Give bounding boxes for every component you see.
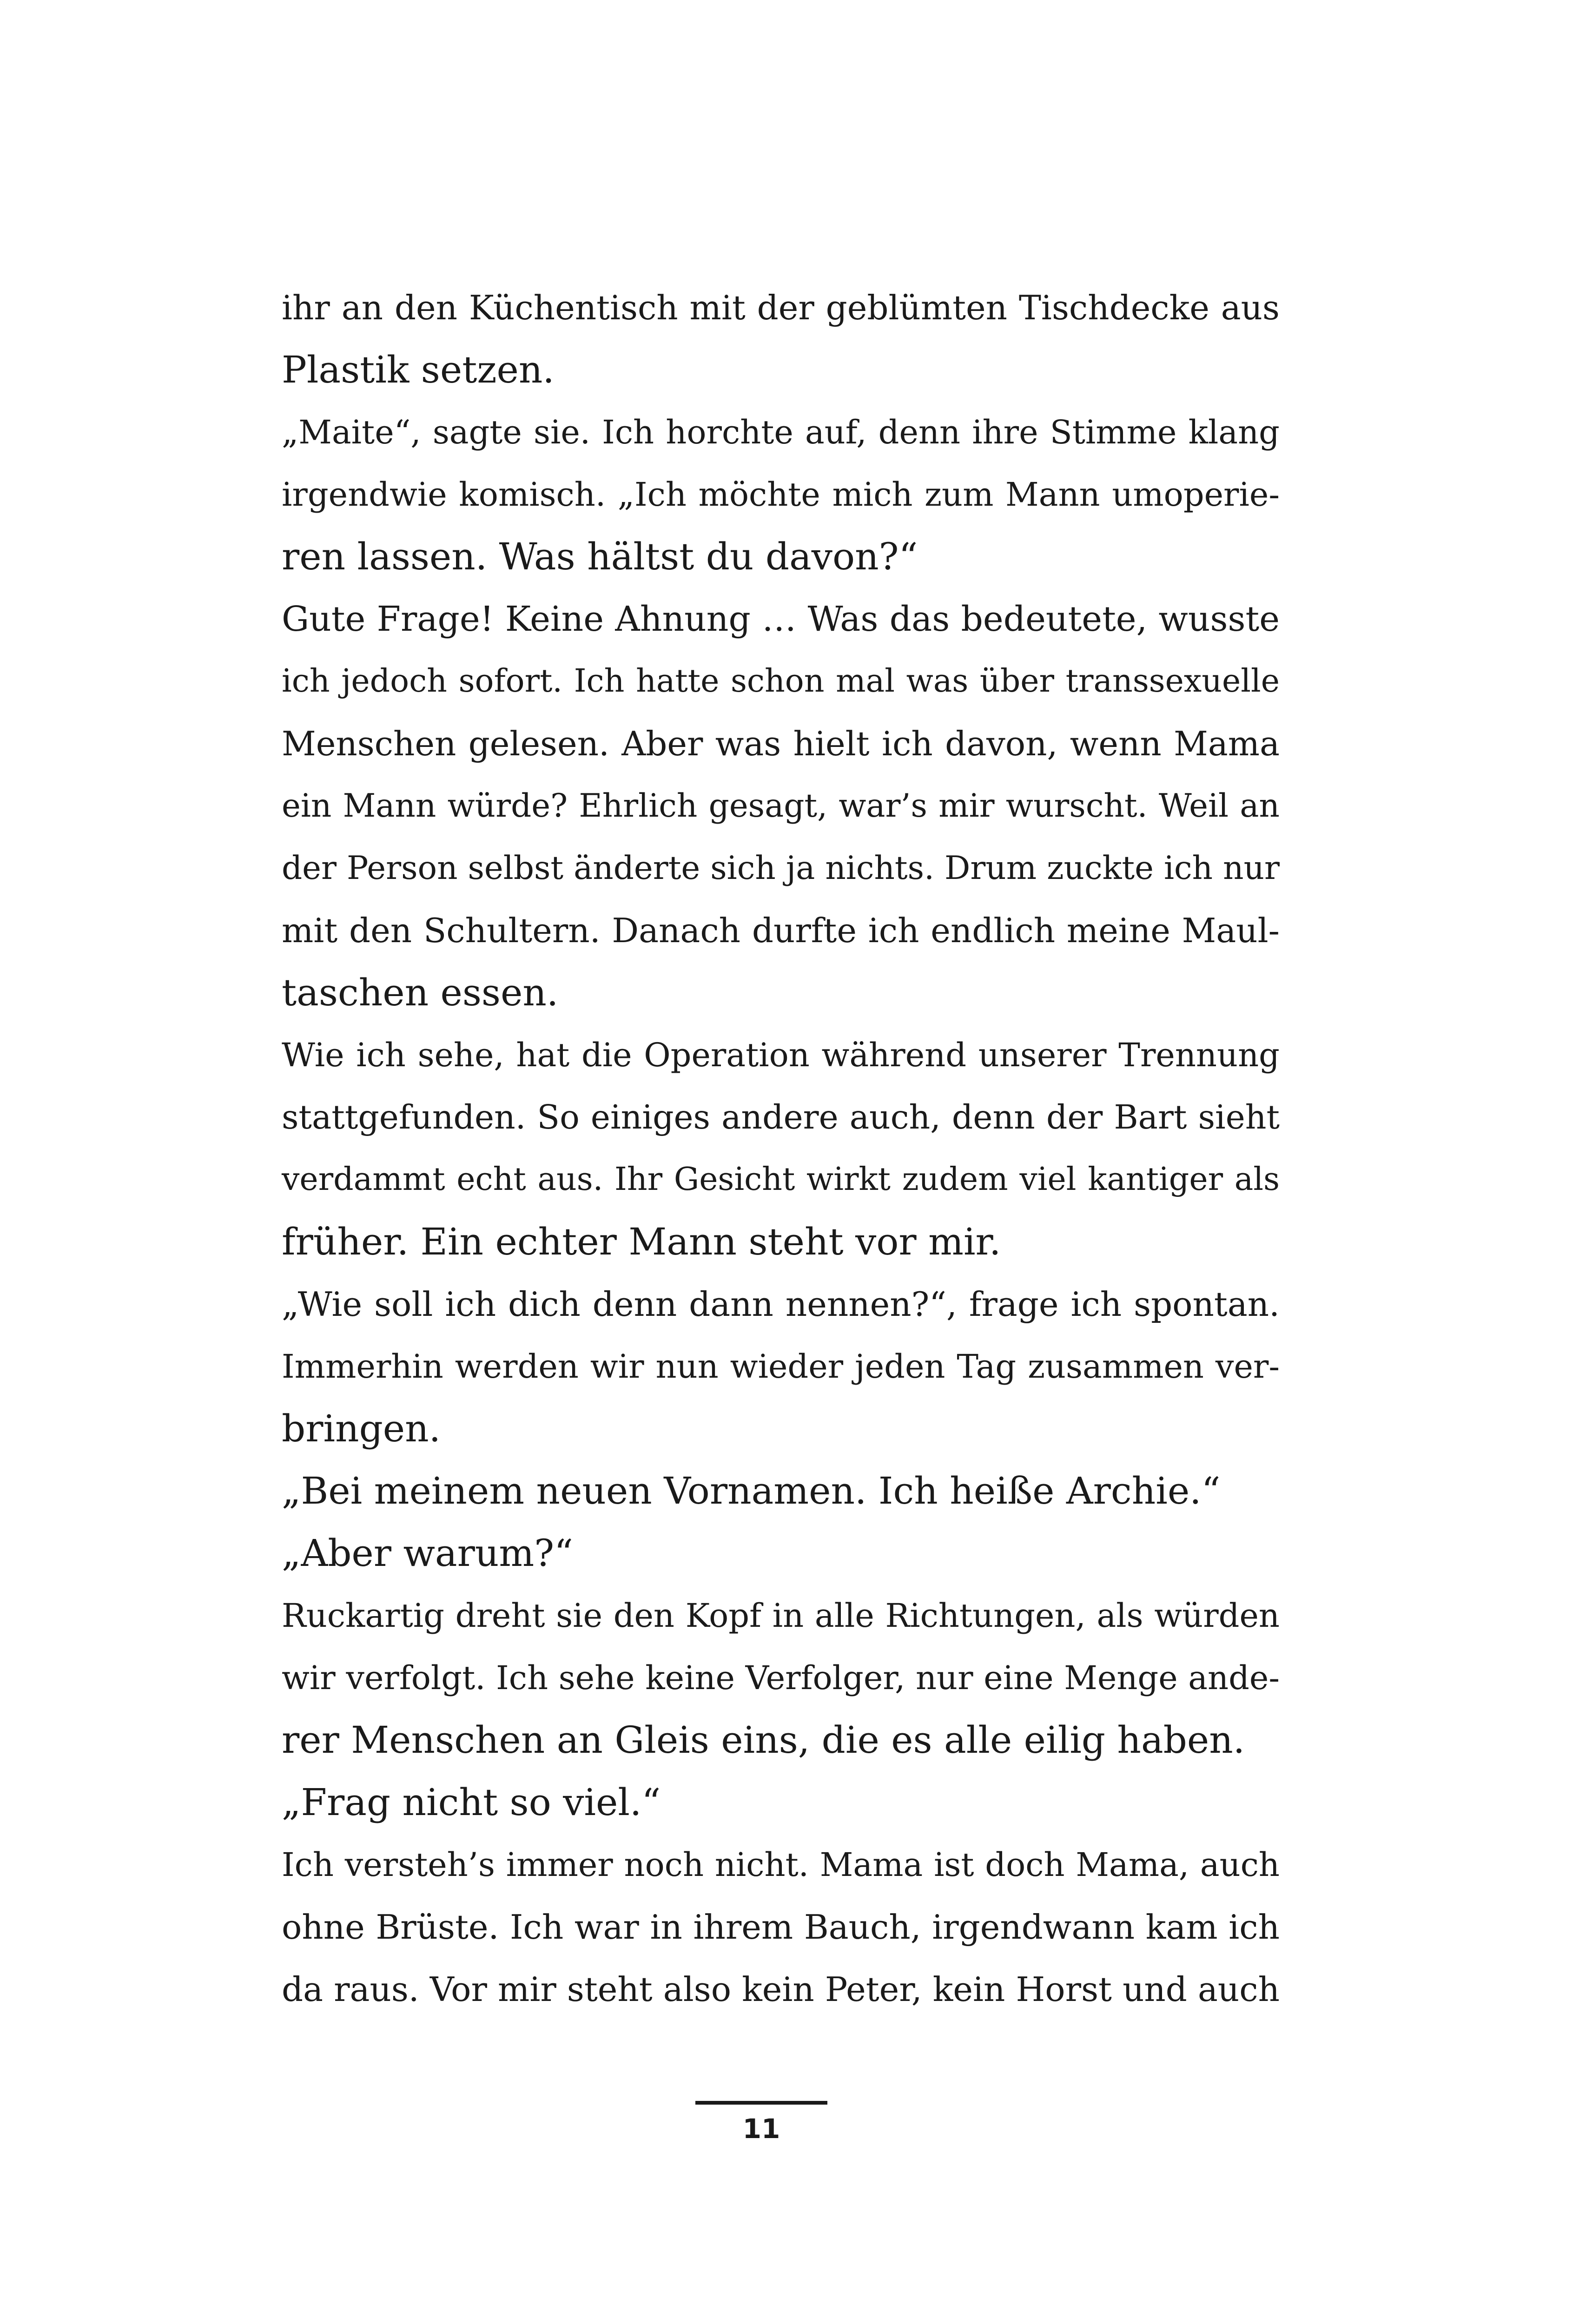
text-line: Ich versteh’s immer noch nicht. Mama ist doch Mama, auch [282, 1846, 1280, 1884]
text-line: Immerhin werden wir nun wieder jeden Tag zusammen ver- [282, 1347, 1280, 1386]
text-line: Menschen gelesen. Aber was hielt ich davon, wenn Mama [282, 724, 1280, 763]
text-line: irgendwie komisch. „Ich möchte mich zum Mann umoperie- [282, 475, 1280, 514]
text-line: mit den Schultern. Danach durfte ich endlich meine Maul- [282, 911, 1280, 950]
text-line: ohne Brüste. Ich war in ihrem Bauch, irgendwann kam ich [282, 1908, 1280, 1947]
text-line: wir verfolgt. Ich sehe keine Verfolger, nur eine Menge ande- [282, 1659, 1280, 1697]
text-line: bringen. [282, 1407, 441, 1450]
text-line: „Frag nicht so viel.“ [282, 1781, 661, 1824]
text-line: „Bei meinem neuen Vornamen. Ich heiße Archie.“ [282, 1469, 1221, 1512]
text-line: stattgefunden. So einiges andere auch, denn der Bart sieht [282, 1098, 1280, 1136]
text-line: ren lassen. Was hältst du davon?“ [282, 535, 918, 578]
text-line: taschen essen. [282, 971, 559, 1014]
text-line: ihr an den Küchentisch mit der geblümten Tischdecke aus [282, 288, 1280, 327]
text-line: Wie ich sehe, hat die Operation während unserer Trennung [282, 1036, 1280, 1074]
text-line: früher. Ein echter Mann steht vor mir. [282, 1220, 1001, 1263]
text-line: Plastik setzen. [282, 348, 555, 391]
body-text [282, 277, 1280, 2020]
text-line: „Wie soll ich dich denn dann nennen?“, frage ich spontan. [282, 1285, 1280, 1324]
text-line: rer Menschen an Gleis eins, die es alle eilig haben. [282, 1718, 1245, 1762]
text-line: verdammt echt aus. Ihr Gesicht wirkt zudem viel kantiger als [282, 1161, 1280, 1198]
text-line: der Person selbst änderte sich ja nichts. Drum zuckte ich nur [282, 850, 1280, 887]
text-line: Ruckartig dreht sie den Kopf in alle Richtungen, als würden [282, 1597, 1280, 1635]
text-line: „Aber warum?“ [282, 1532, 574, 1575]
page-number: 11 [742, 2113, 780, 2145]
page-number-rule [695, 2101, 827, 2105]
text-line: ein Mann würde? Ehrlich gesagt, war’s mir wurscht. Weil an [282, 787, 1280, 825]
text-line: Gute Frage! Keine Ahnung … Was das bedeutete, wusste [282, 599, 1280, 639]
text-line: „Maite“, sagte sie. Ich horchte auf, denn ihre Stimme klang [282, 413, 1280, 451]
text-line: da raus. Vor mir steht also kein Peter, kein Horst und auch [282, 1970, 1280, 2009]
text-line: ich jedoch sofort. Ich hatte schon mal was über transsexuelle [282, 663, 1280, 700]
